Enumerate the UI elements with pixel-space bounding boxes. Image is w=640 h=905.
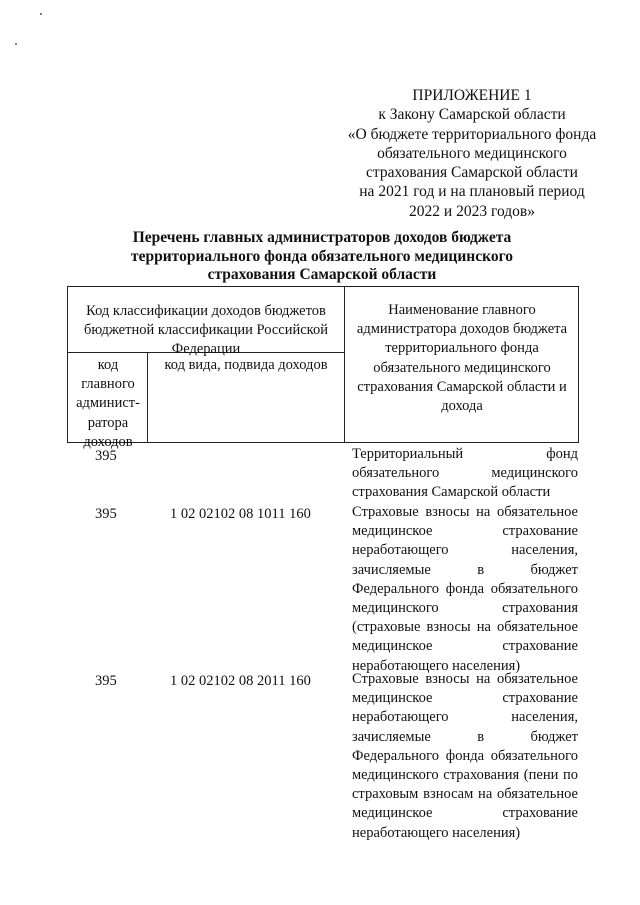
header-income-code-classification: Код классификации доходов бюджетов бюджетной классификации Российской Федерации xyxy=(84,303,328,358)
scan-speck xyxy=(40,13,42,15)
admin-code: 395 xyxy=(95,673,117,689)
appendix-line: обязательного медицинского xyxy=(377,144,567,162)
appendix-line: 2022 и 2023 годов» xyxy=(409,202,535,220)
header-administrator-name: Наименование главного администратора доходов бюджета территориального фонда обязательного медицинского страхования Самарской области и дохода xyxy=(356,302,568,415)
subcol-divider xyxy=(147,352,148,443)
appendix-line: «О бюджете территориального фонда xyxy=(347,125,597,143)
appendix-block xyxy=(322,86,622,221)
table-right-border xyxy=(578,286,579,443)
col-divider xyxy=(344,286,345,443)
subheader-admin-code: код главного админист-ратора доходов xyxy=(76,357,140,450)
admin-code: 395 xyxy=(95,506,117,522)
admin-code: 395 xyxy=(95,448,117,464)
appendix-number: ПРИЛОЖЕНИЕ 1 xyxy=(412,87,532,104)
title-line: страхования Самарской области xyxy=(207,266,437,283)
appendix-line: к Закону Самарской области xyxy=(378,106,566,124)
income-code: 1 02 02102 08 1011 160 xyxy=(170,506,311,522)
table-left-border xyxy=(67,286,68,443)
appendix-line: страхования Самарской области xyxy=(366,164,578,182)
appendix-line: на 2021 год и на плановый период xyxy=(359,183,585,201)
income-name: Территориальный фонд обязательного медицинского страхования Самарской области xyxy=(352,446,578,501)
subheader-income-type-code: код вида, подвида доходов xyxy=(164,357,328,373)
title-line: Перечень главных администраторов доходов бюджета xyxy=(132,229,512,246)
scan-speck xyxy=(15,43,17,45)
document-title xyxy=(112,229,532,285)
income-name: Страховые взносы на обязательное медицинское страхование неработающего населения, зачисляемые в бюджет Федерального фонда обязательного медицинского страхования (пени по страховым взносам на обязательное медицинское страхование неработающего населения) xyxy=(352,671,578,841)
income-code: 1 02 02102 08 2011 160 xyxy=(170,673,311,689)
title-line: территориального фонда обязательного медицинского xyxy=(131,247,513,265)
income-name: Страховые взносы на обязательное медицинское страхование неработающего населения, зачисляемые в бюджет Федерального фонда обязательного медицинского страхования (страховые взносы на обязательное медицинское страхование неработающего населения) xyxy=(352,504,578,674)
table-top-border xyxy=(67,286,579,287)
